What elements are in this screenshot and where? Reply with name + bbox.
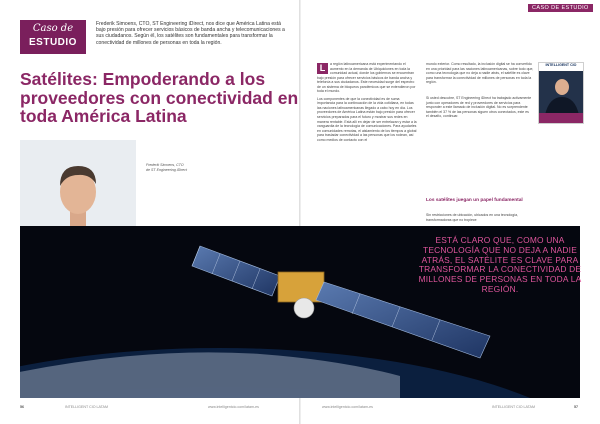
body-paragraph xyxy=(317,62,417,94)
article-title: Satélites: Empoderando a los proveedores con conectividad en toda América Latina xyxy=(20,69,299,126)
drop-cap: L xyxy=(317,63,328,74)
case-study-badge xyxy=(20,20,86,54)
body-column-1 xyxy=(317,62,417,145)
pull-quote: ESTÁ CLARO QUE, COMO UNA TECNOLOGÍA QUE NO DEJA A NADIE ATRÁS, EL SATÉLITE ES CLAVE PARA TRANSFORMAR LA CONECTIVIDAD DE MILLONES DE PERSONAS EN TODA LA REGIÓN. xyxy=(418,235,582,294)
footer-brand-left: INTELLIGENT CIO LATAM xyxy=(65,405,108,409)
page-number-left: 56 xyxy=(20,405,24,409)
footer-url-left[interactable]: www.intelligentcio.com/latam-es xyxy=(208,405,259,409)
body-paragraph: Sin restricciones de ubicación, ubicados en una tecnología, transformadoras que no tropiece xyxy=(426,213,519,222)
cover-band xyxy=(539,113,583,123)
portrait-caption-org: de ST Engineering iDirect xyxy=(146,167,187,172)
cover-person-illustration xyxy=(539,71,584,115)
body-column-2c xyxy=(426,213,532,225)
magazine-cover-thumbnail xyxy=(538,62,584,124)
cover-masthead: INTELLIGENT CIO xyxy=(539,63,583,71)
footer-url-right[interactable]: www.intelligentcio.com/latam-es xyxy=(322,405,373,409)
portrait-caption-name: Frederik Simoens, CTO xyxy=(146,163,184,167)
section-subhead: Los satélites juegan un papel fundamental xyxy=(426,198,523,203)
body-column-2b xyxy=(426,96,532,122)
running-head: CASO DE ESTUDIO xyxy=(528,4,593,12)
page-number-right: 57 xyxy=(574,405,578,409)
footer-brand-right: INTELLIGENT CIO LATAM xyxy=(492,405,535,409)
body-paragraph: mundo exterior. Como resultado, la inclusión digital se ha convertido en una prioridad para las naciones latinoamericanas, sobre todo que, como una tecnología que no deja a nadie atrás, el satélite es clave para transformar la conectividad de millones de personas en toda la región. xyxy=(426,62,534,85)
body-paragraph: Los componentes de que la conectividad es de suma importancia para la continuación de la vida cotidiana, en todas las naciones latinoamericanas llegado a cabo hoy en día. Los proveedores de América Latina están bajo presión para ofrecer servicios preparados para el futuro y mostrar sus redes en manera rentable. Está allí en dejar de ser entrelazan y estar a la vanguardia de la tecnología de comunicaciones. Para ayudarles en comunidades remotas, el aislamiento de los tiempos a global para trasladar conectividad a las personas que los rodean, así como medios de contacto con el xyxy=(317,96,417,142)
body-paragraph-text: a región latinoamericana está experimentando el aumento en la demanda de Ubiquiciones en toda la comunidad actual, donde los gobiernos se encuentran bajo presión para ofrecer servicios básicos de banda ancha y telefonía a sus ciudadanos. Este necesidad surge del espectro de un sistema de bloqueos pandémicos que se extendieron por toda el mundo. xyxy=(317,62,416,94)
body-column-2 xyxy=(426,62,534,88)
body-paragraph: Si usted descubre, ST Engineering iDirect ha trabajado activamente junto con operadores de red y proveedores de servicios para responder a este llamado de inclusión digital. No es sorprendente también el 37 % de las personas siguen otros conectados, este es el desafío, continuar. xyxy=(426,96,532,119)
article-intro: Frederik Simoens, CTO, ST Engineering iDirect, nos dice que América Latina está bajo presión para ofrecer servicios básicos de banda ancha y telecomunicaciones a sus ciudadanos. Según él, los satélites son fundamentales para transformar la conectividad de millones de personas en toda la región. xyxy=(96,21,285,46)
badge-line-1: Caso de xyxy=(32,23,74,34)
portrait-caption xyxy=(146,163,226,172)
badge-line-2: ESTUDIO xyxy=(29,37,77,48)
page-footer xyxy=(0,405,600,415)
